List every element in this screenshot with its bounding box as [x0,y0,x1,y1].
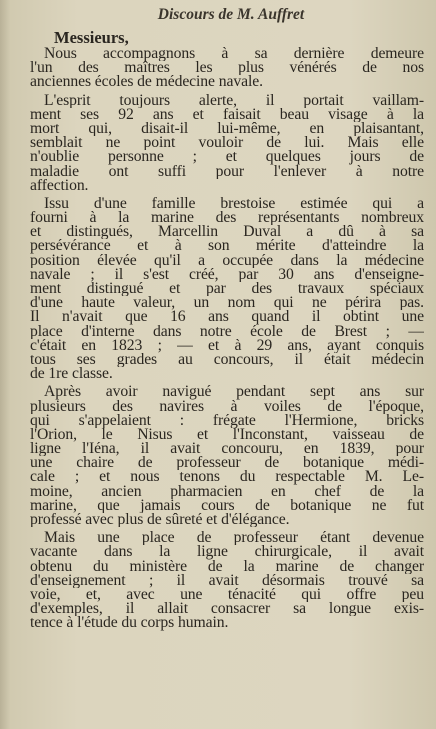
text-line: semblait ne point vouloir de lui. Mais elle [30,136,424,151]
text-line: ment ses 92 ans et faisait beau visage à la [30,107,424,122]
text-line: marine, que jamais cours de botanique ne fut [30,498,424,514]
article-body [30,47,424,631]
text-line: d'une haute valeur, un nom qui ne périra pas. [30,296,424,311]
text-line: d'enseignement ; il avait désormais trouvé sa [30,573,424,588]
text-line: une chaire de professeur de botanique médi- [30,456,424,471]
text-line: cale ; et nous tenons du respectable M. Le- [30,470,424,485]
salutation: Messieurs, [54,28,129,47]
text-line: voie, et, avec une ténacité qui offre peu [30,588,424,603]
text-line: d'exemples, il allait consacrer sa longue exis- [30,602,424,617]
text-line: mort qui, disait-il lui-même, en plaisantant, [30,121,424,137]
text-line: l'un des maîtres les plus vénérés de nos [30,61,424,76]
paragraph [30,197,424,381]
paragraph [30,94,424,193]
text-line: L'esprit toujours alerte, il portait vaillam- [44,93,424,108]
text-line: de 1re classe. [30,367,113,382]
text-line: Issu d'une famille brestoise estimée qui a [44,196,424,212]
text-line: Après avoir navigué pendant sept ans sur [44,385,424,400]
text-line: n'oublie personne ; et quelques jours de [30,150,424,165]
text-line: et distingués, Marcellin Duval a dû à sa [30,225,424,240]
text-line: l'Orion, le Nisus et l'Inconstant, vaisseau de [30,427,424,443]
page-fold-shadow [0,0,10,729]
paragraph [30,385,424,527]
paragraph [30,47,424,90]
text-line: professé avec plus de sûreté et d'élégance. [30,513,290,528]
text-line: ligne l'Iéna, il avait concouru, en 1839, pour [30,442,424,457]
text-line: obtenu du ministère de la marine de changer [30,559,424,574]
text-line: tous ses grades au concours, il était médecin [30,352,424,368]
text-line: place d'interne dans notre école de Brest ; — [30,324,424,339]
text-line: persévérance et à son mérite d'atteindre la [30,239,424,254]
text-line: Nous accompagnons à sa dernière demeure [44,47,424,62]
text-line: c'était en 1823 ; — et à 29 ans, ayant conquis [30,338,424,353]
text-line: moine, ancien pharmacien en chef de la [30,484,424,499]
text-line: vacante dans la ligne chirurgicale, il avait [30,545,424,560]
text-line: maladie ont suffi pour l'enlever à notre [30,164,424,179]
text-line: fourni à la marine des représentants nombreux [30,211,424,226]
speech-heading: Discours de M. Auffret [157,6,305,23]
text-line: tence à l'étude du corps humain. [30,616,229,631]
text-line: Mais une place de professeur étant devenue [44,531,424,546]
text-line: anciennes écoles de médecine navale. [30,75,263,90]
text-line: position élevée qu'il a occupée dans la médecine [30,253,424,268]
text-line: ment distingué et par des travaux spéciaux [30,282,424,297]
text-line: navale ; il s'est créé, par 30 ans d'enseigne- [30,267,424,283]
text-line: Il n'avait que 16 ans quand il obtint une [30,310,424,325]
paragraph [30,531,424,630]
text-line: qui s'appelaient : frégate l'Hermione, bricks [30,413,424,428]
text-line: affection. [30,178,89,193]
text-line: plusieurs des navires à voiles de l'époque, [30,399,424,414]
